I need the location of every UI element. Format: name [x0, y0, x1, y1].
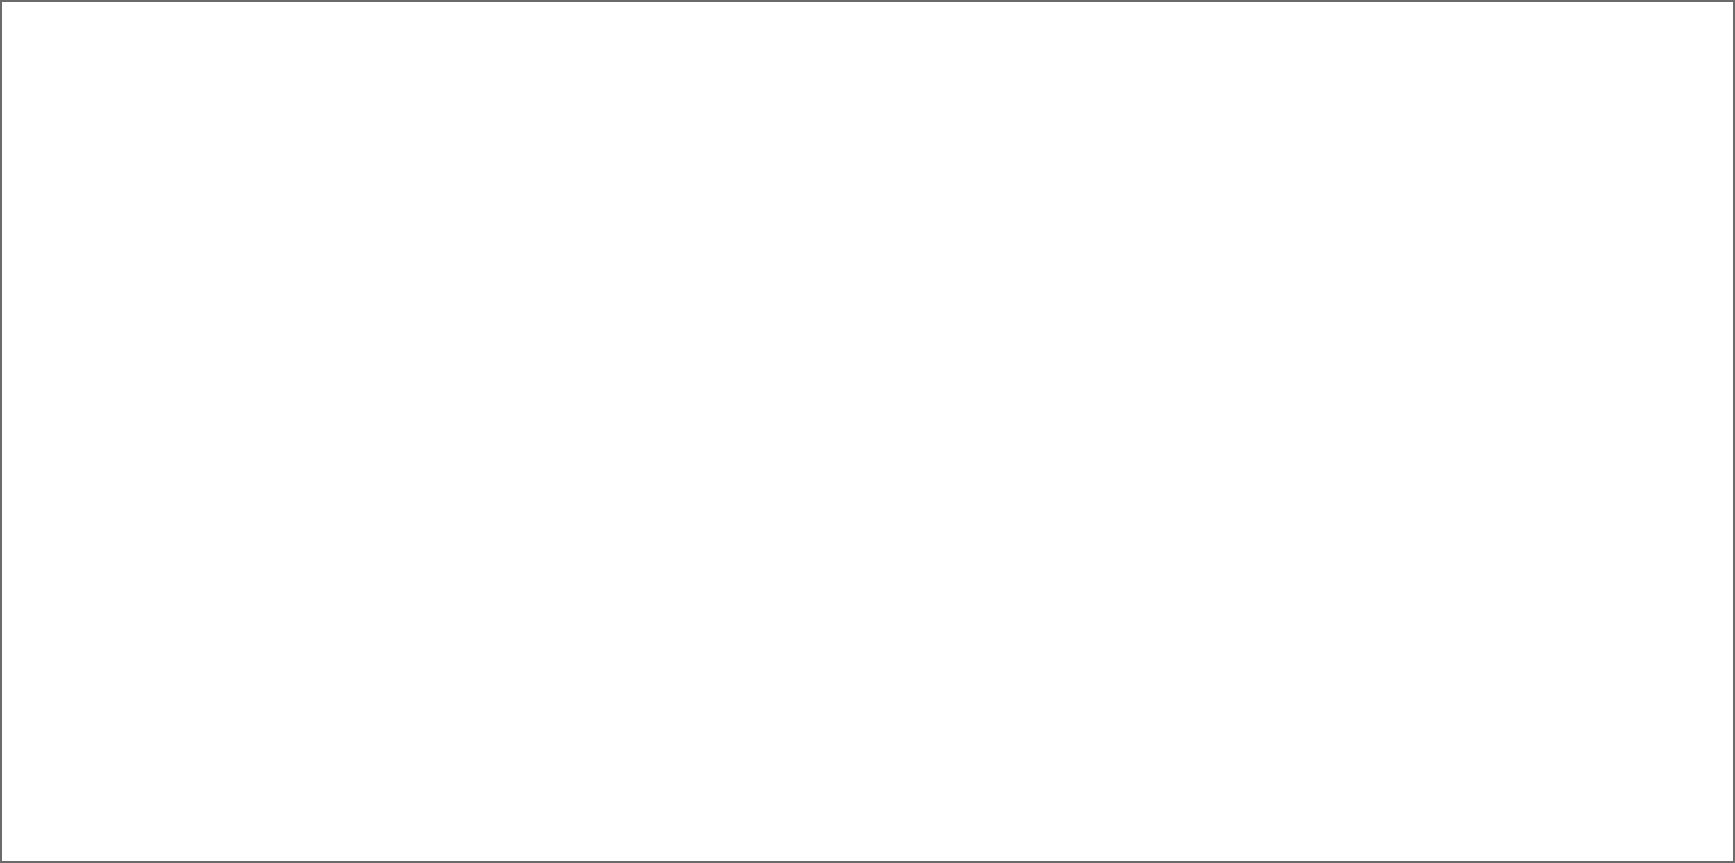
- actual-cost-summary: [2, 71, 242, 89]
- projected-cost-summary: [2, 48, 242, 66]
